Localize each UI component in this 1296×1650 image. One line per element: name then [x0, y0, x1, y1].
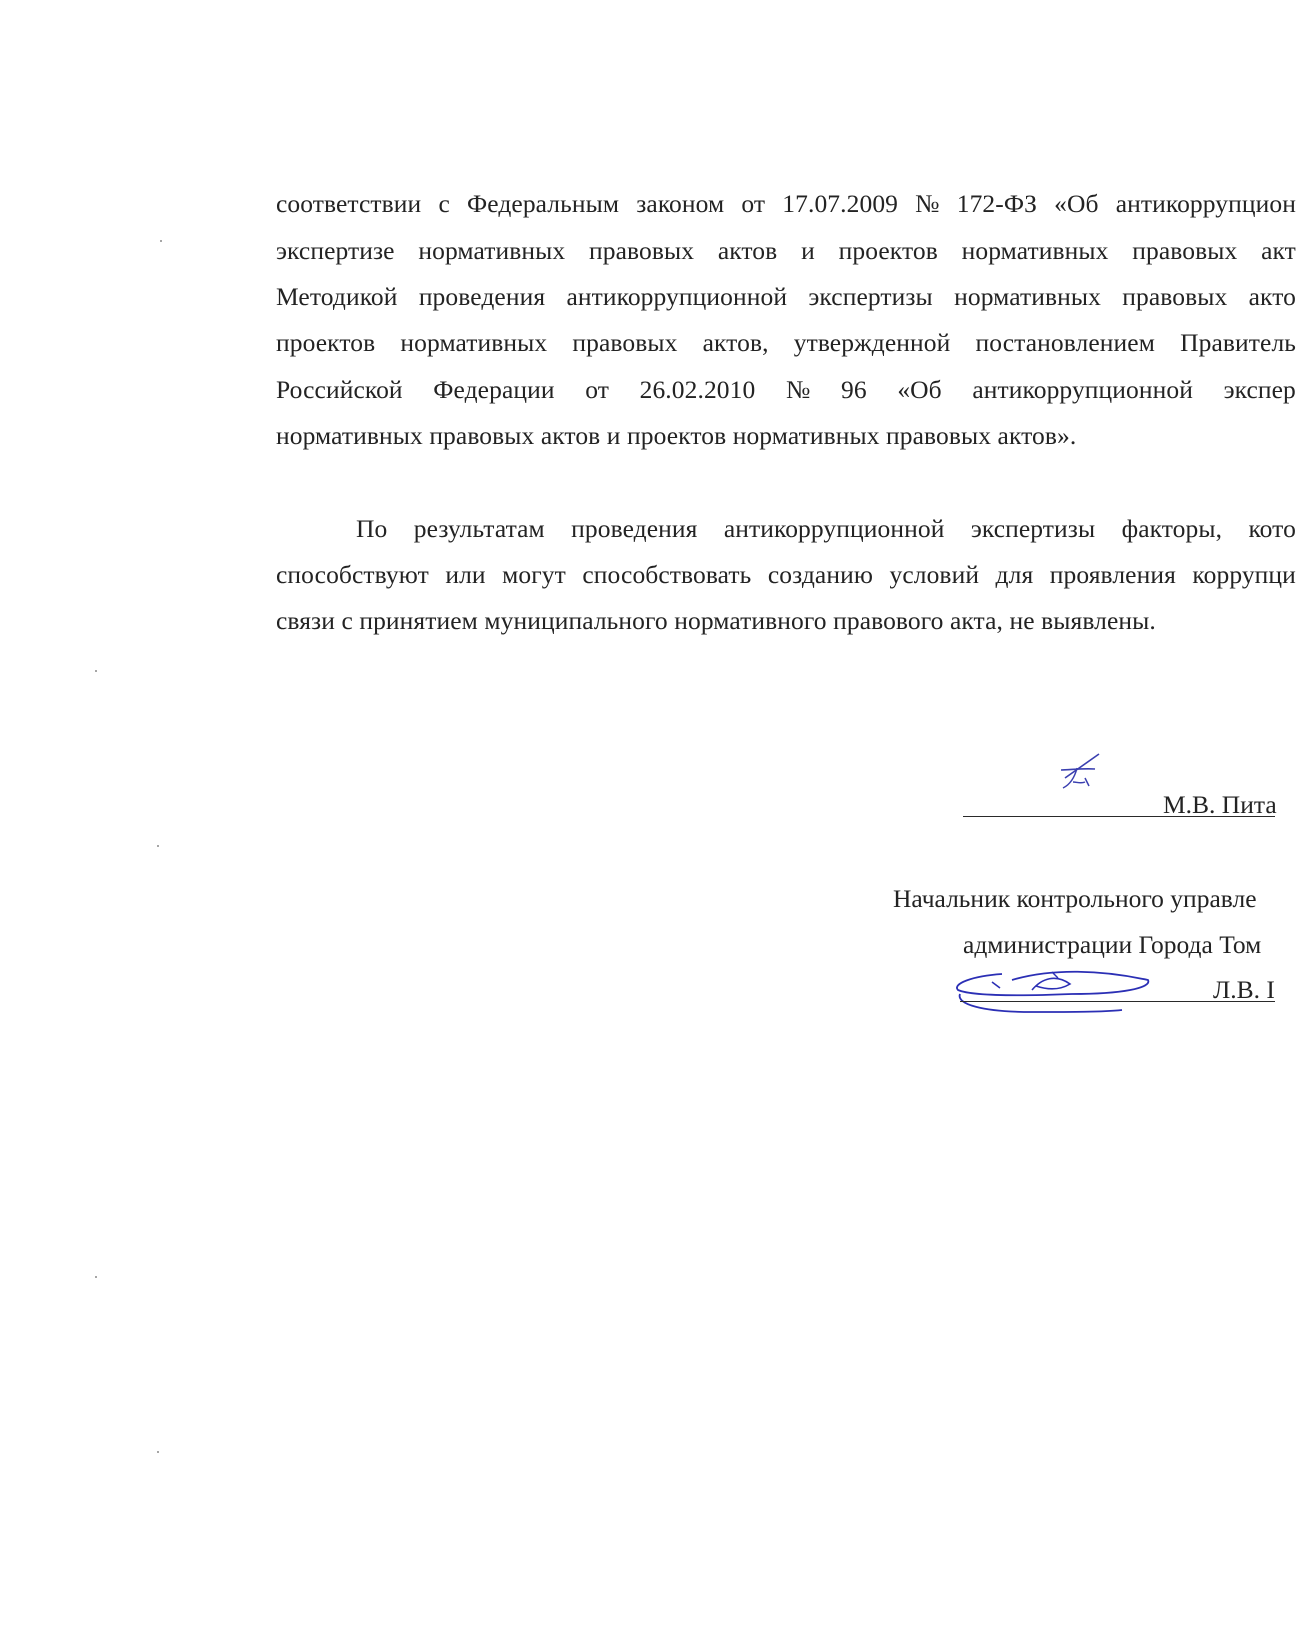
word: 172-ФЗ: [956, 189, 1037, 218]
word: экспертизы: [970, 514, 1096, 543]
scan-speck: [95, 670, 97, 672]
word: постановлением: [975, 328, 1155, 357]
handwritten-signature-1: [1055, 748, 1115, 798]
word: для: [995, 560, 1034, 589]
word: Российской: [276, 375, 403, 404]
text-line: [356, 514, 1296, 544]
text-line: связи с принятием муниципального нормативного правового акта, не выявлены.: [276, 606, 1156, 635]
word: факторы,: [1121, 514, 1223, 543]
text-line: [276, 189, 1296, 219]
word: с: [438, 189, 450, 218]
word: акт: [1261, 236, 1296, 265]
scan-speck: [95, 1276, 97, 1278]
word: правовых: [572, 328, 678, 357]
word: от: [585, 375, 609, 404]
text-line: [276, 375, 1296, 405]
word: или: [445, 560, 486, 589]
word: законом: [636, 189, 725, 218]
word: экспертизы: [808, 282, 933, 311]
word: экспертизе: [276, 236, 395, 265]
scan-speck: [157, 1451, 159, 1453]
word: По: [356, 514, 388, 543]
word: проявления: [1049, 560, 1176, 589]
word: антикоррупционной: [972, 375, 1193, 404]
word: могут: [502, 560, 566, 589]
word: утвержденной: [793, 328, 951, 357]
word: от: [741, 189, 766, 218]
word: антикоррупционной: [566, 282, 788, 311]
word: нормативных: [954, 282, 1101, 311]
word: 17.07.2009: [782, 189, 899, 218]
word: проведения: [418, 282, 546, 311]
word: правовых: [1122, 282, 1228, 311]
word: способствуют: [276, 560, 429, 589]
word: актов: [717, 236, 778, 265]
word: кото: [1248, 514, 1296, 543]
word: «Об: [897, 375, 942, 404]
word: проектов: [838, 236, 938, 265]
word: 26.02.2010: [639, 375, 756, 404]
scan-speck: [160, 240, 162, 242]
text-line: [276, 236, 1296, 266]
word: нормативных: [400, 328, 548, 357]
word: №: [785, 375, 811, 404]
signatory-name: М.В. Пита: [1163, 790, 1277, 819]
word: нормативных: [961, 236, 1109, 265]
signatory-organization: администрации Города Том: [963, 930, 1262, 959]
word: Федерации: [433, 375, 555, 404]
word: 96: [841, 375, 867, 404]
word: антикоррупцион: [1115, 189, 1296, 218]
text-line: [276, 282, 1296, 312]
word: актов,: [702, 328, 769, 357]
word: Федеральным: [467, 189, 620, 218]
word: способствовать: [582, 560, 752, 589]
signatory-position: Начальник контрольного управле: [893, 884, 1257, 913]
word: результатам: [413, 514, 545, 543]
word: антикоррупционной: [723, 514, 945, 543]
word: экспер: [1223, 375, 1296, 404]
word: и: [801, 236, 815, 265]
word: коррупци: [1192, 560, 1296, 589]
word: правовых: [1132, 236, 1238, 265]
word: Методикой: [276, 282, 398, 311]
word: нормативных: [418, 236, 566, 265]
word: №: [915, 189, 940, 218]
handwritten-signature-2: [952, 960, 1172, 1030]
signatory-name: Л.В. І: [1213, 975, 1275, 1004]
word: правовых: [588, 236, 695, 265]
word: Правитель: [1180, 328, 1296, 357]
word: соответствии: [276, 189, 422, 218]
word: проведения: [571, 514, 698, 543]
word: созданию: [767, 560, 873, 589]
word: «Об: [1054, 189, 1099, 218]
text-line: [276, 560, 1296, 590]
scan-speck: [157, 845, 159, 847]
text-line: [276, 328, 1296, 358]
text-line: нормативных правовых актов и проектов нормативных правовых актов».: [276, 421, 1077, 450]
word: проектов: [276, 328, 376, 357]
word: акто: [1248, 282, 1296, 311]
word: условий: [889, 560, 980, 589]
